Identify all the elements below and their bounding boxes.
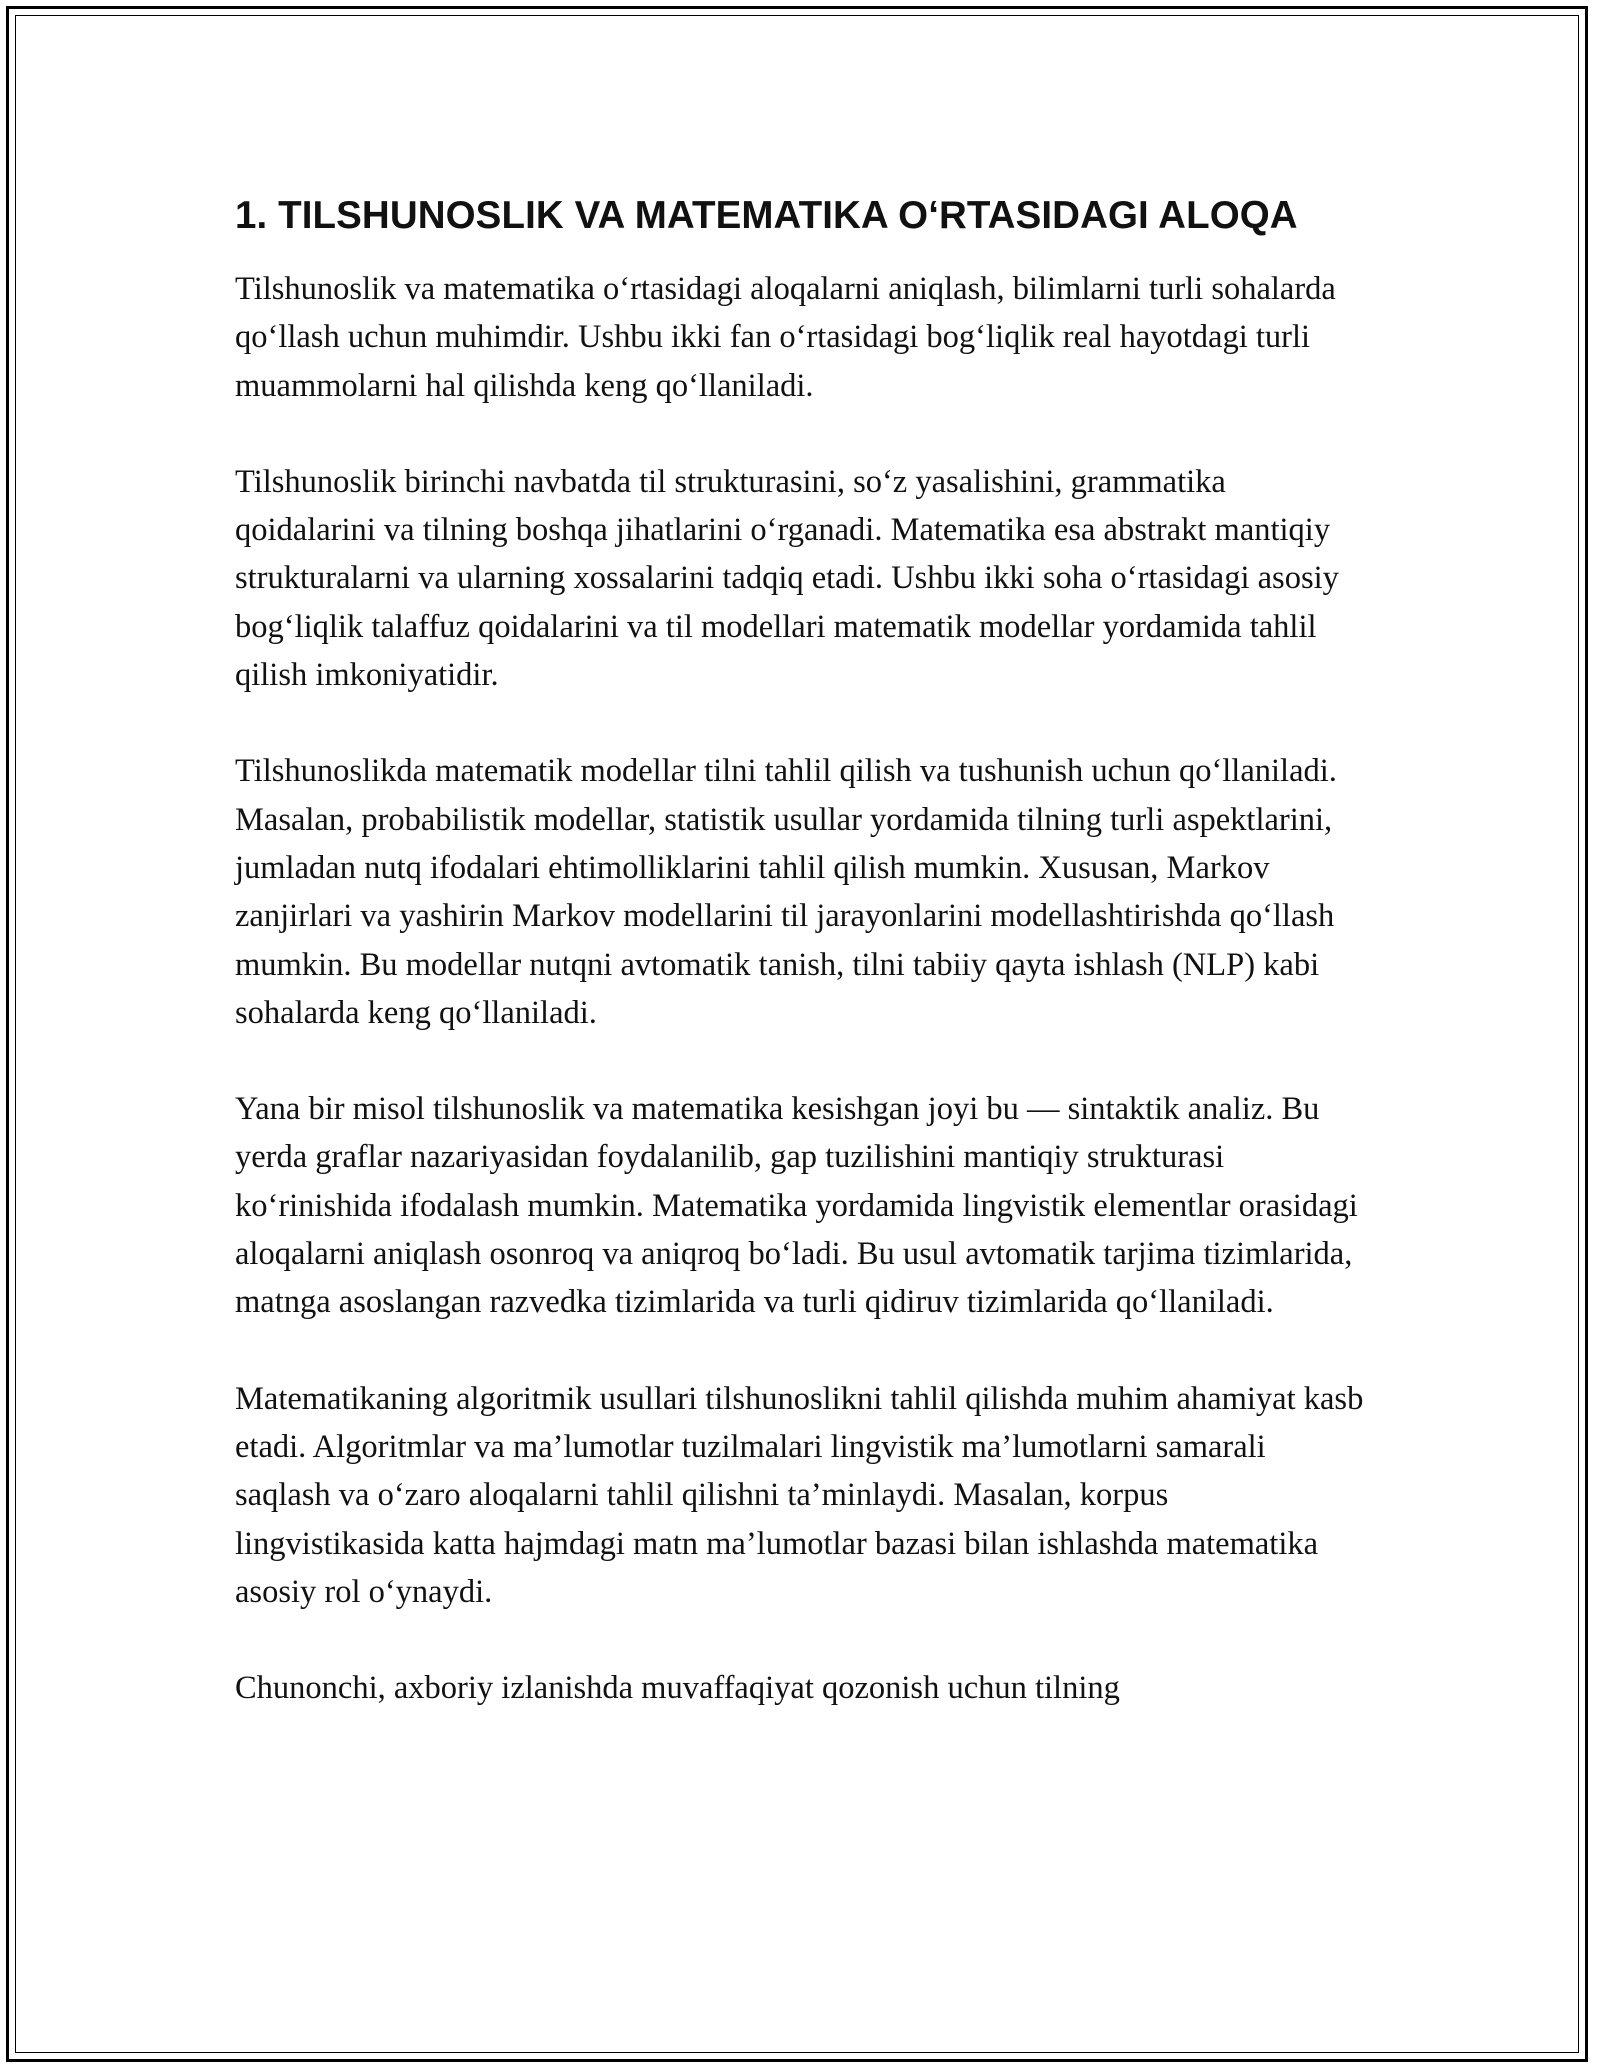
paragraph-3: Tilshunoslikda matematik modellar tilni tahlil qilish va tushunish uchun qo‘llaniladi. Masalan, probabilistik modellar, statistik usullar yordamida tilning turli aspektlarini, jumladan nutq ifodalari ehtimolliklarini tahlil qilish mumkin. Xususan, Markov zanjirlari va yashirin Markov modellarini til jarayonlarini modellashtirishda qo‘llash mumkin. Bu modellar nutqni avtomatik tanish, tilni tabiiy qayta ishlash (NLP) kabi sohalarda keng qo‘llaniladi. xyxy=(235,753,1337,1031)
paragraph-6: Chunonchi, axboriy izlanishda muvaffaqiyat qozonish uchun tilning xyxy=(235,1670,1120,1707)
section-heading: 1. TILSHUNOSLIK VA MATEMATIKA O‘RTASIDAGI ALOQA xyxy=(235,194,1298,237)
paragraph-2: Tilshunoslik birinchi navbatda til strukturasini, so‘z yasalishini, grammatika qoidalarini va tilning boshqa jihatlarini o‘rganadi. Matematika esa abstrakt mantiqiy strukturalarni va ularning xossalarini tadqiq etadi. Ushbu ikki soha o‘rtasidagi asosiy bog‘liqlik talaffuz qoidalarini va til modellari matematik modellar yordamida tahlil qilish imkoniyatidir. xyxy=(235,463,1339,694)
paragraph-1: Tilshunoslik va matematika o‘rtasidagi aloqalarni aniqlash, bilimlarni turli sohalarda qo‘llash uchun muhimdir. Ushbu ikki fan o‘rtasidagi bog‘liqlik real hayotdagi turli muammolarni hal qilishda keng qo‘llaniladi. xyxy=(235,271,1336,404)
document-body xyxy=(235,188,1365,1760)
paragraph-5: Matematikaning algoritmik usullari tilshunoslikni tahlil qilishda muhim ahamiyat kasb etadi. Algoritmlar va ma’lumotlar tuzilmalari lingvistik ma’lumotlarni samarali saqlash va o‘zaro aloqalarni tahlil qilishni ta’minlaydi. Masalan, korpus lingvistikasida katta hajmdagi matn ma’lumotlar bazasi bilan ishlashda matematika asosiy rol o‘ynaydi. xyxy=(235,1380,1364,1610)
paragraph-4: Yana bir misol tilshunoslik va matematika kesishgan joyi bu — sintaktik analiz. Bu yerda graflar nazariyasidan foydalanilib, gap tuzilishini mantiqiy strukturasi ko‘rinishida ifodalash mumkin. Matematika yordamida lingvistik elementlar orasidagi aloqalarni aniqlash osonroq va aniqroq bo‘ladi. Bu usul avtomatik tarjima tizimlarida, matnga asoslangan razvedka tizimlarida va turli qidiruv tizimlarida qo‘llaniladi. xyxy=(235,1091,1358,1321)
